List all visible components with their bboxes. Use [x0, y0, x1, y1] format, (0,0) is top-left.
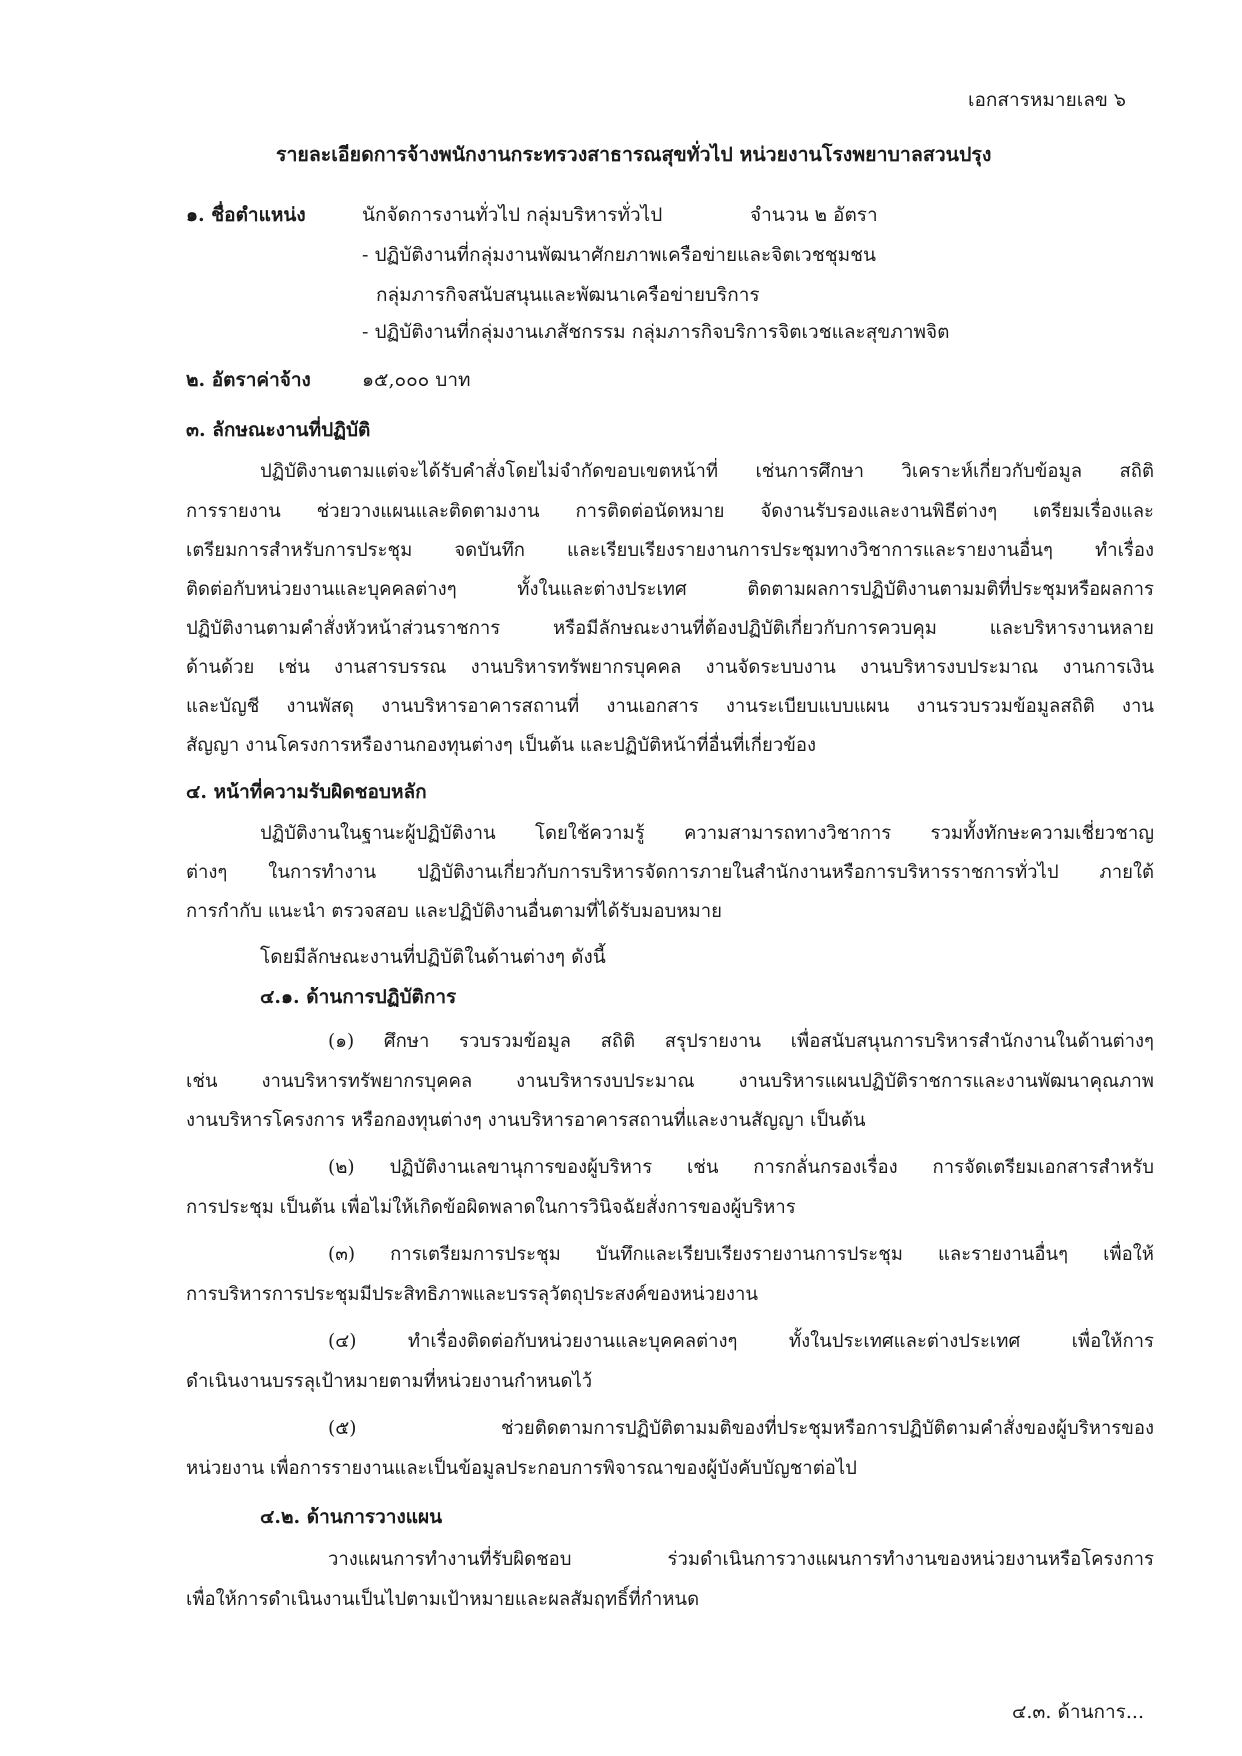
- page-continuation: ๔.๓. ด้านการ...: [1012, 1701, 1144, 1723]
- section-3-line: การรายงาน ช่วยวางแผนและติดตามงาน การติดต่อนัดหมาย จัดงานรับรองและงานพิธีต่างๆ เตรียมเรื่องและ: [186, 501, 1154, 522]
- duty-item-2: (๒) ปฏิบัติงานเลขานุการของผู้บริหาร เช่น การกลั่นกรองเรื่อง การจัดเตรียมเอกสารสำหรับ: [328, 1157, 1154, 1178]
- duty-item-4-cont: ดำเนินงานบรรลุเป้าหมายตามที่หน่วยงานกำหนดไว้: [186, 1371, 593, 1392]
- section-4-line: ปฏิบัติงานในฐานะผู้ปฏิบัติงาน โดยใช้ความรู้ ความสามารถทางวิชาการ รวมทั้งทักษะความเชี่ยวชาญ: [260, 823, 1154, 844]
- duty-item-5: (๕) ช่วยติดตามการปฏิบัติตามมติของที่ประชุมหรือการปฏิบัติตามคำสั่งของผู้บริหารของ: [328, 1418, 1154, 1439]
- section-3-line: สัญญา งานโครงการหรืองานกองทุนต่างๆ เป็นต้น และปฏิบัติหน้าที่อื่นที่เกี่ยวข้อง: [186, 735, 817, 756]
- section-3-line: ติดต่อกับหน่วยงานและบุคคลต่างๆ ทั้งในและต่างประเทศ ติดตามผลการปฏิบัติงานตามมติที่ประชุมหรือผลการ: [186, 579, 1154, 600]
- subsection-4-1-heading: ๔.๑. ด้านการปฏิบัติการ: [260, 986, 457, 1008]
- section-3-line: และบัญชี งานพัสดุ งานบริหารอาคารสถานที่ งานเอกสาร งานระเบียบแบบแผน งานรวบรวมข้อมูลสถิติ งาน: [186, 696, 1154, 717]
- section-1-heading: ๑. ชื่อตำแหน่ง: [186, 204, 306, 226]
- planning-line: วางแผนการทำงานที่รับผิดชอบ ร่วมดำเนินการวางแผนการทำงานของหน่วยงานหรือโครงการ: [328, 1549, 1154, 1570]
- position-detail-1b: กลุ่มภารกิจสนับสนุนและพัฒนาเครือข่ายบริการ: [376, 284, 760, 306]
- section-3-line: ด้านด้วย เช่น งานสารบรรณ งานบริหารทรัพยากรบุคคล งานจัดระบบงาน งานบริหารงบประมาณ งานการเงิน: [186, 657, 1154, 678]
- duty-item-3-cont: การบริหารการประชุมมีประสิทธิภาพและบรรลุวัตถุประสงค์ของหน่วยงาน: [186, 1284, 758, 1305]
- duty-item-1-cont: เช่น งานบริหารทรัพยากรบุคคล งานบริหารงบประมาณ งานบริหารแผนปฏิบัติราชการและงานพัฒนาคุณภาพ: [186, 1071, 1154, 1092]
- duty-item-1: (๑) ศึกษา รวบรวมข้อมูล สถิติ สรุปรายงาน เพื่อสนับสนุนการบริหารสำนักงานในด้านต่างๆ: [328, 1031, 1154, 1052]
- position-detail-1a: - ปฏิบัติงานที่กลุ่มงานพัฒนาศักยภาพเครือข่ายและจิตเวชชุมชน: [362, 244, 877, 266]
- subsection-4-2-heading: ๔.๒. ด้านการวางแผน: [260, 1506, 443, 1528]
- planning-line-cont: เพื่อให้การดำเนินงานเป็นไปตามเป้าหมายและผลสัมฤทธิ์ที่กำหนด: [186, 1589, 700, 1610]
- section-4-line: ต่างๆ ในการทำงาน ปฏิบัติงานเกี่ยวกับการบริหารจัดการภายในสำนักงานหรือการบริหารราชการทั่วไป ภายใต้: [186, 862, 1154, 883]
- section-3-line: เตรียมการสำหรับการประชุม จดบันทึก และเรียบเรียงรายงานการประชุมทางวิชาการและรายงานอื่นๆ ทำเรื่อง: [186, 540, 1154, 561]
- document-number: เอกสารหมายเลข ๖: [968, 89, 1126, 111]
- duty-item-2-cont: การประชุม เป็นต้น เพื่อไม่ให้เกิดข้อผิดพลาดในการวินิจฉัยสั่งการของผู้บริหาร: [186, 1197, 796, 1218]
- position-detail-2: - ปฏิบัติงานที่กลุ่มงานเภสัชกรรม กลุ่มภารกิจบริการจิตเวชและสุขภาพจิต: [362, 321, 950, 343]
- duty-item-3: (๓) การเตรียมการประชุม บันทึกและเรียบเรียงรายงานการประชุม และรายงานอื่นๆ เพื่อให้: [328, 1244, 1154, 1265]
- section-3-line: ปฏิบัติงานตามแต่จะได้รับคำสั่งโดยไม่จำกัดขอบเขตหน้าที่ เช่นการศึกษา วิเคราะห์เกี่ยวกับข้อมูล สถิติ: [260, 461, 1154, 482]
- duty-item-5-cont: หน่วยงาน เพื่อการรายงานและเป็นข้อมูลประกอบการพิจารณาของผู้บังคับบัญชาต่อไป: [186, 1458, 857, 1479]
- document-title: รายละเอียดการจ้างพนักงานกระทรวงสาธารณสุขทั่วไป หน่วยงานโรงพยาบาลสวนปรุง: [276, 143, 992, 166]
- section-2-heading: ๒. อัตราค่าจ้าง: [186, 369, 311, 391]
- section-3-heading: ๓. ลักษณะงานที่ปฏิบัติ: [186, 419, 371, 441]
- position-count: จำนวน ๒ อัตรา: [750, 204, 878, 226]
- position-title: นักจัดการงานทั่วไป กลุ่มบริหารทั่วไป: [362, 204, 663, 226]
- section-4-heading: ๔. หน้าที่ความรับผิดชอบหลัก: [186, 781, 427, 803]
- section-4-line: การกำกับ แนะนำ ตรวจสอบ และปฏิบัติงานอื่นตามที่ได้รับมอบหมาย: [186, 901, 722, 922]
- section-3-line: ปฏิบัติงานตามคำสั่งหัวหน้าส่วนราชการ หรือมีลักษณะงานที่ต้องปฏิบัติเกี่ยวกับการควบคุม และบริหารงานหลาย: [186, 618, 1154, 639]
- wage-value: ๑๕,๐๐๐ บาท: [362, 369, 471, 391]
- duty-item-1-cont: งานบริหารโครงการ หรือกองทุนต่างๆ งานบริหารอาคารสถานที่และงานสัญญา เป็นต้น: [186, 1110, 866, 1131]
- duty-item-4: (๔) ทำเรื่องติดต่อกับหน่วยงานและบุคคลต่างๆ ทั้งในประเทศและต่างประเทศ เพื่อให้การ: [328, 1331, 1154, 1352]
- section-4-intro: โดยมีลักษณะงานที่ปฏิบัติในด้านต่างๆ ดังนี้: [260, 946, 606, 968]
